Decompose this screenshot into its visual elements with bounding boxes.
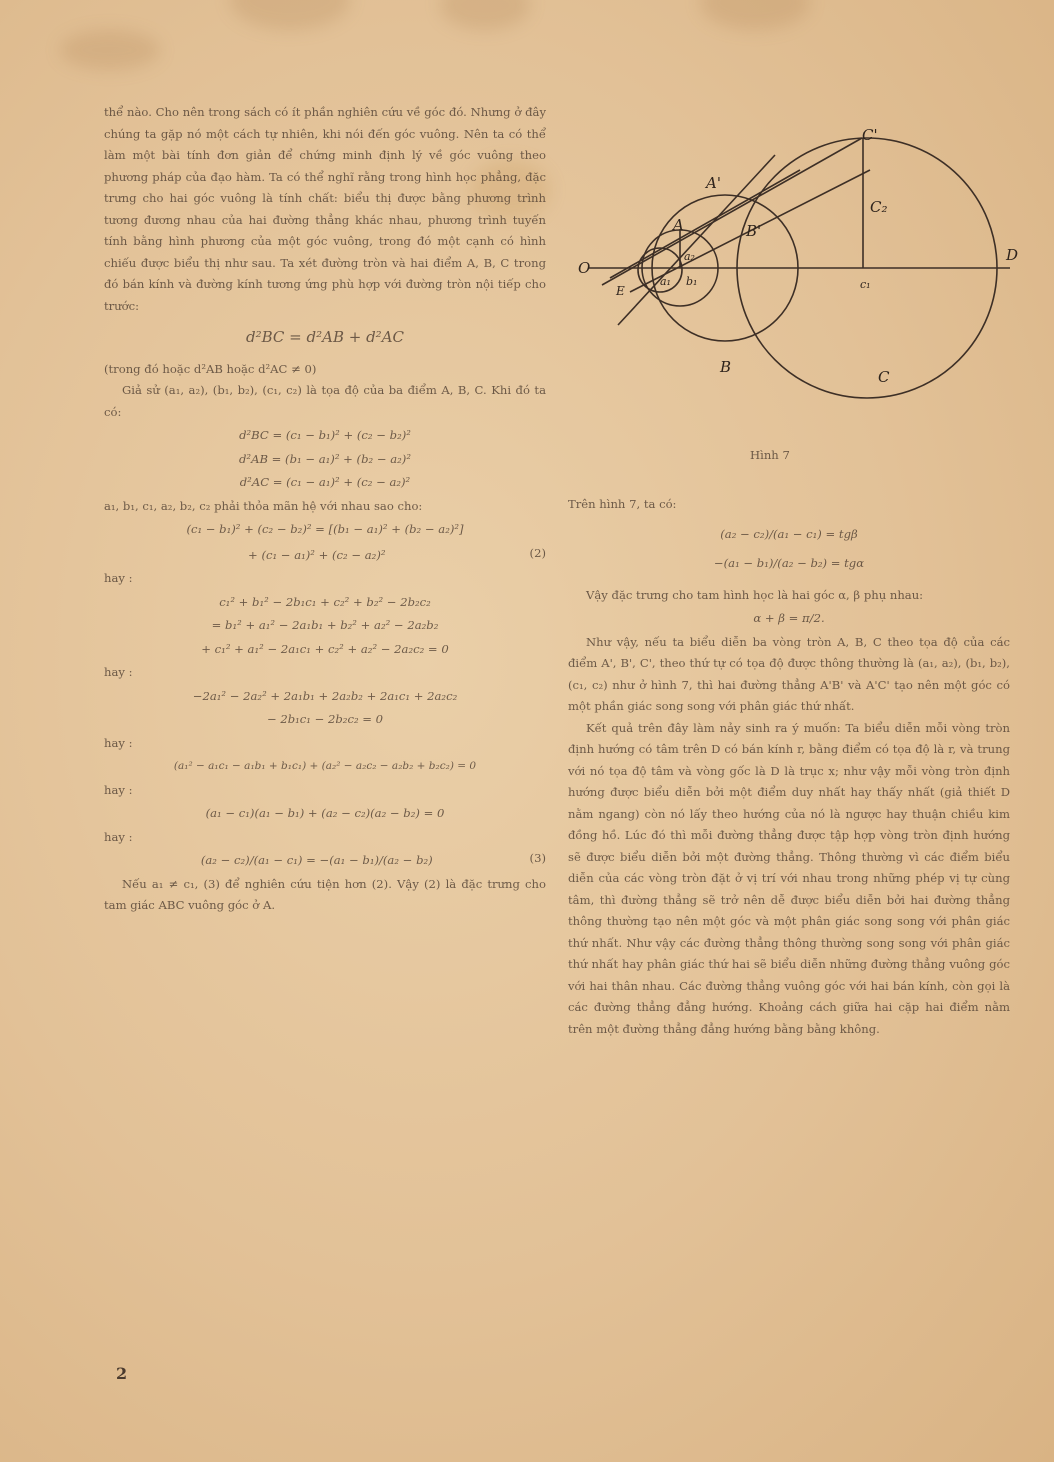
equation-5b: + (c₁ − a₁)² + (c₂ − a₂)² bbox=[248, 547, 386, 562]
figure-label-b-prime: B' bbox=[746, 222, 762, 240]
equation-10: − 2b₁c₁ − 2b₂c₂ = 0 bbox=[266, 712, 384, 726]
right-paragraph-3: Như vậy, nếu ta biểu diễn ba vòng tròn A, B, C theo tọa độ của các điểm A', B', C', theo thứ tự có tọa độ được thông thường là (a₁, a₂), (b₁, b₂), (c₁, c₂) như ở hình 7, thì hai đường thẳng A'B' và A'C' tạo nên một góc có một phần giác song song với phân giác thứ nhất. bbox=[568, 634, 1010, 713]
tangent-line-3 bbox=[610, 170, 800, 278]
figure-label-e: E bbox=[616, 284, 625, 298]
figure-label-a2: a₂ bbox=[684, 250, 695, 263]
right-paragraph-4: Kết quả trên đây làm nảy sinh ra ý muốn: Ta biểu diễn mỗi vòng tròn định hướng có tâm trên D có bán kính r, bằng điểm có tọa độ là r, và trung với nó tọa độ tâm và vòng gốc là D là trục x; như vậy mỗi vòng tròn định hướng được biểu diễn bởi một điểm duy nhất hay thấy nhất (giả thiết D nằm ngang) còn nó lấy theo hướng của nó là ngược hay thuận chiều kim đồng hồ. Lúc đó thì mỗi đường thẳng được tập hợp vòng tròn định hướng sẽ được biểu diễn bởi một đường thẳng. Thông thường vì các điểm biểu diễn của các vòng tròn đặt ở vị trí với nhau trong những phép vị tự cùng tâm, thì đường thẳng sẽ trở nên dễ được biểu diễn bởi hai đường thẳng thông thường tạo nên một góc và một phân giác song song với phân giác thứ nhất. Như vậy các đường thẳng thông thường song song với phân giác thứ nhất hay phân giác thứ hai sẽ biểu diễn những đường thẳng vuông góc với hai thân nhau. Các đường thẳng vuông góc với hai bán kính, còn gọi là các đường thẳng đẳng hướng. Khoảng cách giữa hai cặp hai điểm nằm trên một đường thẳng đẳng hướng bằng bằng không. bbox=[568, 720, 1010, 1036]
hay-label-2: hay : bbox=[104, 665, 133, 679]
hay-label-3: hay : bbox=[104, 735, 133, 750]
equation-7: = b₁² + a₁² − 2a₁b₁ + b₂² + a₂² − 2a₂b₂ bbox=[211, 618, 439, 632]
equation-6: c₁² + b₁² − 2b₁c₁ + c₂² + b₂² − 2b₂c₂ bbox=[219, 594, 431, 609]
equation-1: d²BC = d²AB + d²AC bbox=[246, 328, 404, 346]
figure-label-a-prime: A' bbox=[706, 174, 721, 192]
tangent-line-1 bbox=[618, 155, 775, 325]
figure-label-c: C bbox=[878, 368, 890, 386]
tangent-line-2 bbox=[602, 138, 862, 285]
figure-label-c-prime: C' bbox=[862, 126, 878, 144]
equation-9: −2a₁² − 2a₂² + 2a₁b₁ + 2a₂b₂ + 2a₁c₁ + 2a₂c₂ bbox=[192, 688, 458, 703]
equation-5-number: (2) bbox=[529, 545, 546, 560]
equation-3: d²AB = (b₁ − a₁)² + (b₂ − a₂)² bbox=[239, 451, 411, 466]
right-column bbox=[568, 494, 1010, 1040]
equation-11: (a₁² − a₁c₁ − a₁b₁ + b₁c₁) + (a₂² − a₂c₂ − a₂b₂ + b₂c₂) = 0 bbox=[173, 760, 477, 772]
equation-13-row bbox=[104, 848, 546, 874]
figure-label-a1: a₁ bbox=[660, 275, 671, 288]
left-column bbox=[104, 102, 546, 917]
hay-label-5: hay : bbox=[104, 829, 133, 844]
left-paragraph-5: Nếu a₁ ≠ c₁, (3) để nghiên cứu tiện hơn (2). Vậy (2) là đặc trưng cho tam giác ABC vuông góc ở A. bbox=[104, 876, 546, 912]
figure-label-o: O bbox=[578, 259, 591, 277]
figure-label-d: D bbox=[1006, 246, 1019, 264]
equation-13: (a₂ − c₂)/(a₁ − c₁) = −(a₁ − b₁)/(a₂ − b₂) bbox=[200, 853, 433, 867]
equation-5-row bbox=[104, 543, 546, 569]
right-paragraph-2: Vậy đặc trưng cho tam hình học là hai góc α, β phụ nhau: bbox=[586, 587, 924, 602]
right-equation-1: (a₂ − c₂)/(a₁ − c₁) = tgβ bbox=[720, 526, 858, 541]
equation-4: d²AC = (c₁ − a₁)² + (c₂ − a₂)² bbox=[239, 475, 411, 489]
right-paragraph-1: Trên hình 7, ta có: bbox=[568, 497, 677, 511]
equation-2: d²BC = (c₁ − b₁)² + (c₂ − b₂)² bbox=[239, 428, 411, 442]
page-number: 2 bbox=[116, 1364, 128, 1383]
figure-caption: Hình 7 bbox=[750, 448, 790, 462]
hay-label-4: hay : bbox=[104, 782, 133, 797]
hay-label-1: hay : bbox=[104, 571, 133, 585]
figure-label-c1: c₁ bbox=[860, 278, 871, 291]
left-paragraph-1: thể nào. Cho nên trong sách có ít phần nghiên cứu về góc đó. Nhưng ở đây chúng ta gặp nó một cách tự nhiên, khi nói đến góc vuông. Nên ta có thể làm một bài tính đơn giản để chứng minh định lý về góc vuông theo phương pháp của đạo hàm. Ta có thể nghĩ rằng trong hình học phẳng, đặc trưng cho hai góc vuông là tính chất: biểu thị được bằng phương trình tương đương nhau của hai đường thẳng khác nhau, phương trình tuyến tính bằng hình phương của một góc vuông, trong đó một cạnh có hình chiếu được biểu thị như sau. Ta xét đường tròn và hai điểm A, B, C trong đó bán kính và đường kính tương ứng phù hợp với đường tròn nội tiếp cho trước: bbox=[104, 105, 546, 313]
figure-label-a: A bbox=[673, 216, 684, 234]
right-equation-3: α + β = π/2. bbox=[753, 611, 825, 625]
equation-5a: (c₁ − b₁)² + (c₂ − b₂)² = [(b₁ − a₁)² + (b₂ − a₂)²] bbox=[186, 522, 464, 536]
right-equation-2: −(a₁ − b₁)/(a₂ − b₂) = tgα bbox=[713, 556, 865, 570]
equation-8: + c₁² + a₁² − 2a₁c₁ + c₂² + a₂² − 2a₂c₂ = 0 bbox=[201, 641, 449, 656]
figure-label-c2: C₂ bbox=[870, 198, 888, 216]
figure-label-b: B bbox=[720, 358, 732, 376]
figure-label-b1: b₁ bbox=[686, 275, 698, 288]
left-paragraph-4: a₁, b₁, c₁, a₂, b₂, c₂ phải thỏa mãn hệ với nhau sao cho: bbox=[104, 498, 423, 513]
left-paragraph-2: (trong đó hoặc d²AB hoặc d²AC ≠ 0) bbox=[104, 361, 317, 376]
equation-12: (a₁ − c₁)(a₁ − b₁) + (a₂ − c₂)(a₂ − b₂) = 0 bbox=[205, 806, 445, 820]
equation-13-number: (3) bbox=[529, 851, 546, 865]
geometry-figure bbox=[570, 110, 1040, 410]
left-paragraph-3: Giả sử (a₁, a₂), (b₁, b₂), (c₁, c₂) là tọa độ của ba điểm A, B, C. Khi đó ta có: bbox=[104, 383, 546, 419]
